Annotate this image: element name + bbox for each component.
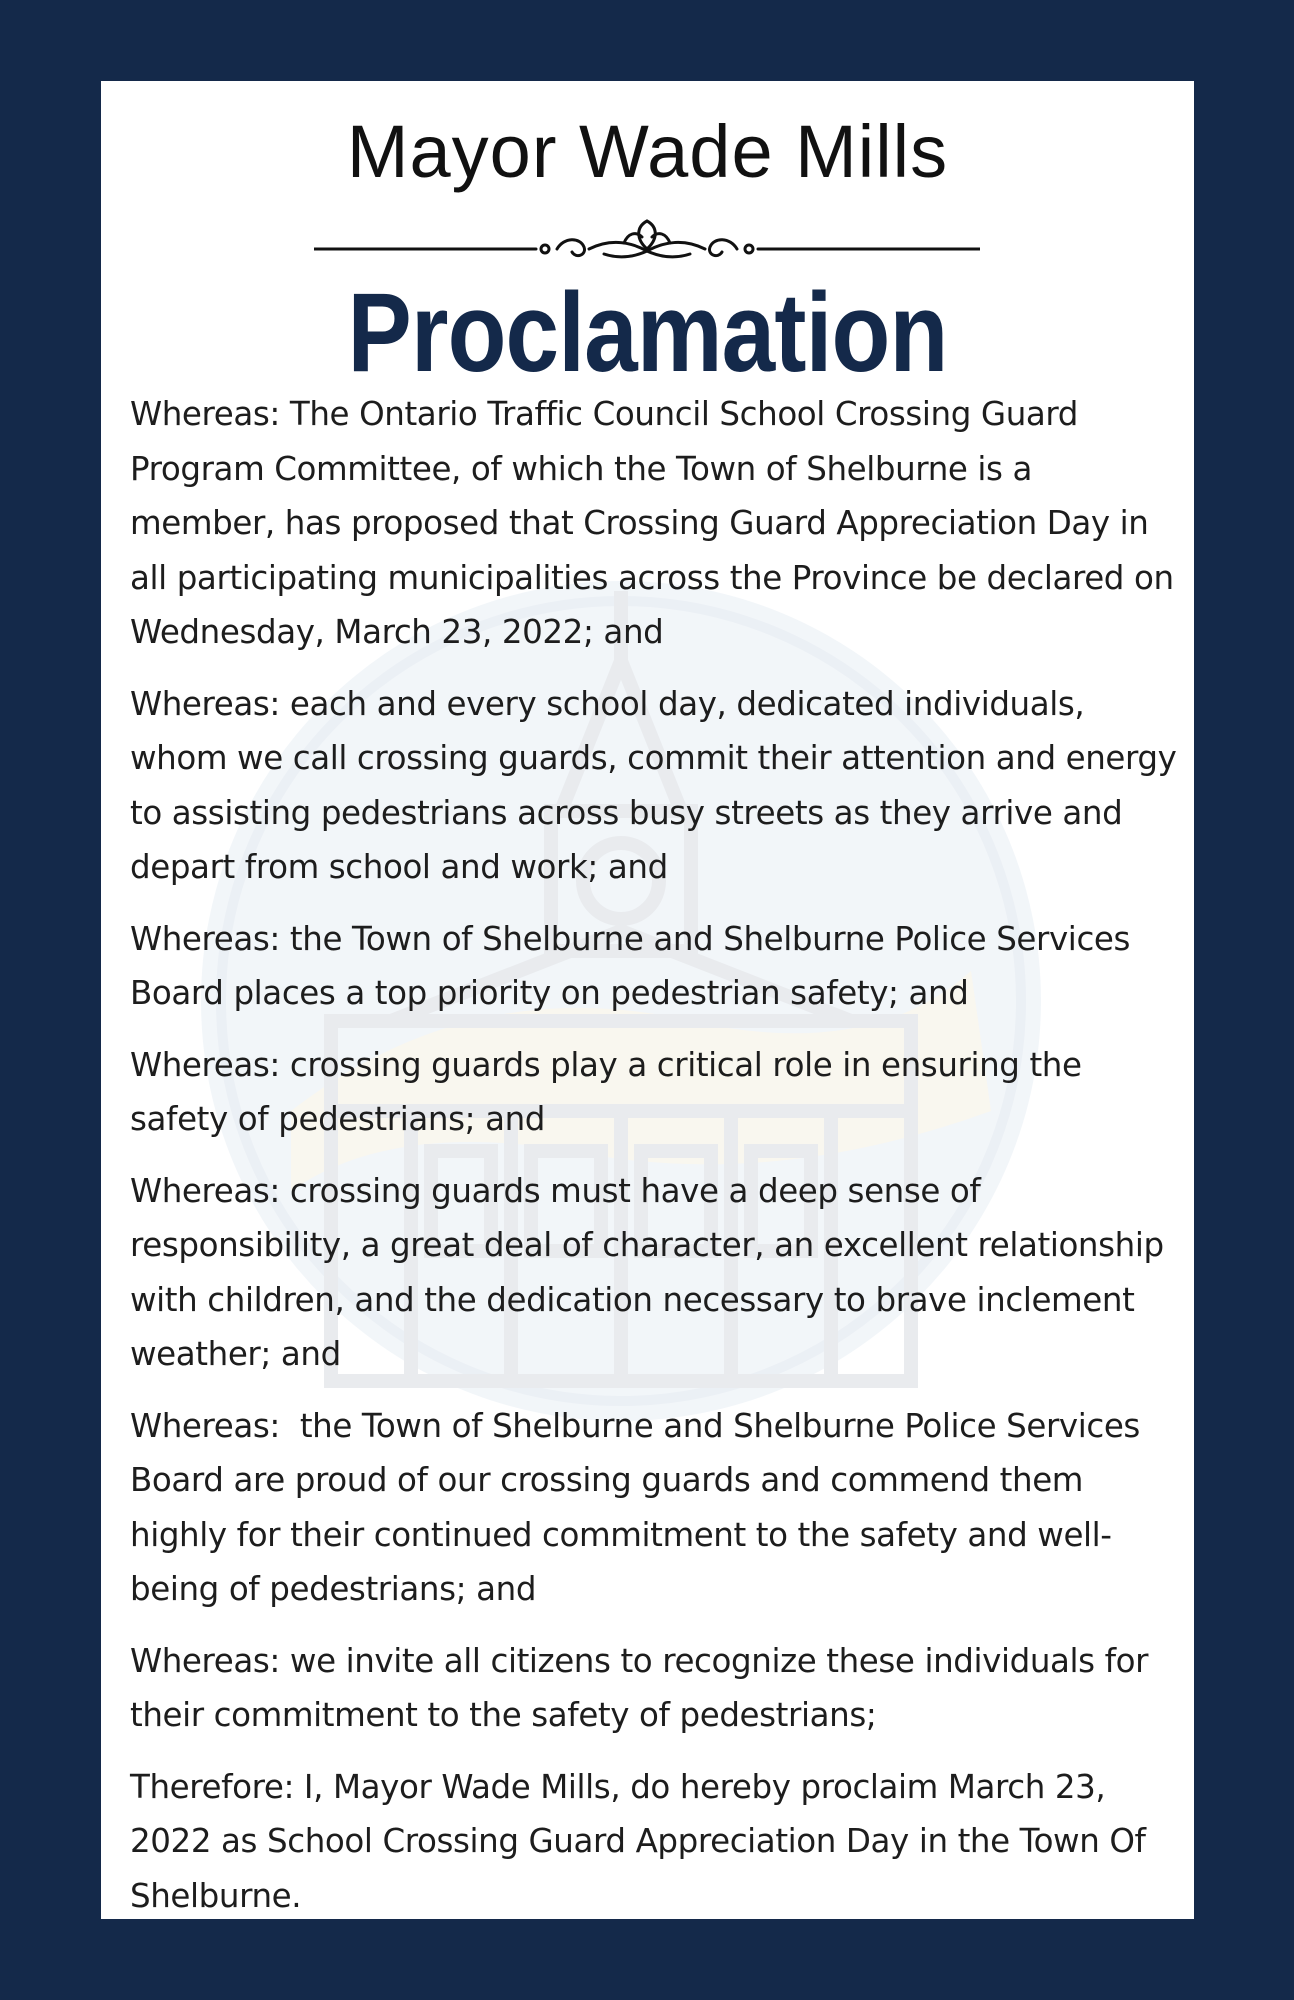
ornamental-divider-icon (314, 219, 980, 263)
therefore-paragraph: Therefore: I, Mayor Wade Mills, do hereby proclaim March 23, 2022 as School Crossing Guard Appreciation Day in the Town Of Shelburne. (130, 1767, 1156, 1915)
whereas-paragraph-1: Whereas: The Ontario Traffic Council School Crossing Guard Program Committee, of which the Town of Shelburne is a member, has proposed that Crossing Guard Appreciation Day in all participating municipalities across the Province be declared on Wednesday, March 23, 2022; and (130, 395, 1184, 651)
whereas-paragraph-6: Whereas: the Town of Shelburne and Shelburne Police Services Board are proud of our crossing guards and commend them highly for their continued commitment to the safety and well-being of pedestrians; and (130, 1406, 1150, 1608)
mayor-name-title: Mayor Wade Mills (346, 110, 949, 193)
proclamation-heading: Proclamation (347, 270, 948, 395)
proclamation-body (130, 387, 1187, 1919)
whereas-paragraph-4: Whereas: crossing guards play a critical role in ensuring the safety of pedestrians; and (130, 1045, 1092, 1138)
whereas-paragraph-3: Whereas: the Town of Shelburne and Shelburne Police Services Board places a top priority on pedestrian safety; and (130, 919, 1140, 1012)
whereas-paragraph-7: Whereas: we invite all citizens to recognize these individuals for their commitment to the safety of pedestrians; (130, 1641, 1159, 1734)
proclamation-card (101, 81, 1194, 1919)
whereas-paragraph-5: Whereas: crossing guards must have a deep sense of responsibility, a great deal of character, an excellent relationship with children, and the dedication necessary to brave inclement weather; and (130, 1171, 1174, 1373)
whereas-paragraph-2: Whereas: each and every school day, dedicated individuals, whom we call crossing guards, commit their attention and energy to assisting pedestrians across busy streets as they arrive and depart from school and work; and (130, 684, 1187, 886)
